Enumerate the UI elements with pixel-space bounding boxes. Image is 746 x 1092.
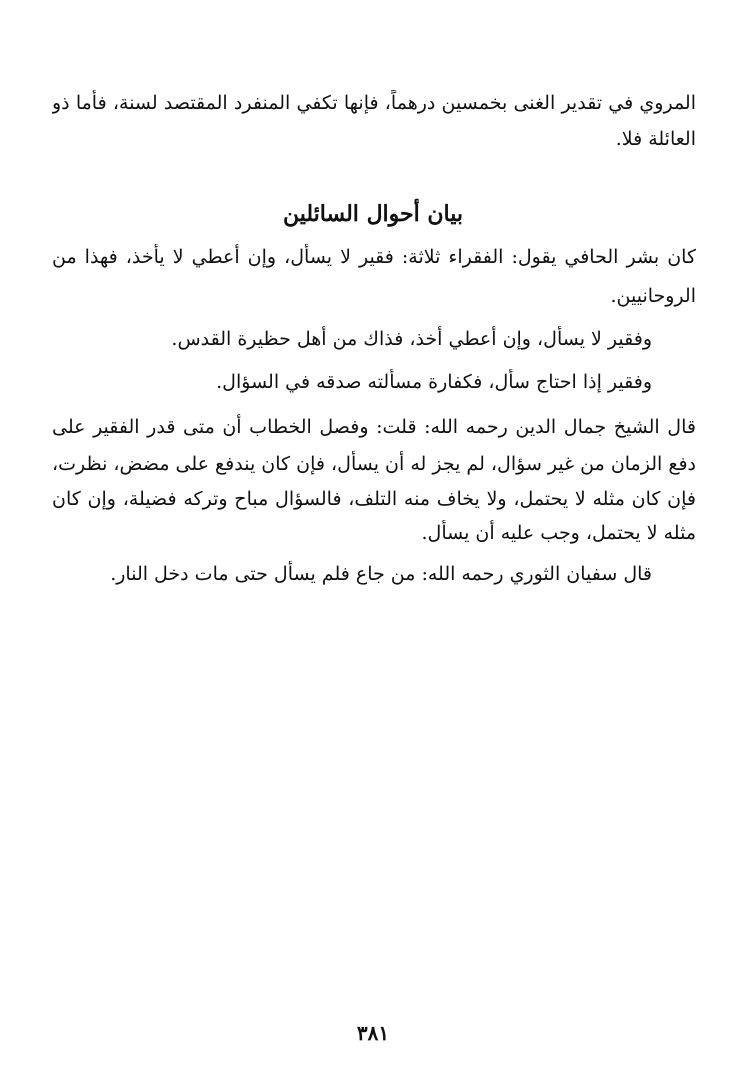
paragraph-4-line-2: دفع الزمان من غير سؤال، لم يجز له أن يسأل، فإن كان يندفع على مضض، نظرت،	[52, 453, 696, 475]
paragraph-1-line-2: الروحانيين.	[610, 285, 696, 307]
section-heading: بيان أحوال السائلين	[282, 201, 464, 227]
paragraph-1-line-1: كان بشر الحافي يقول: الفقراء ثلاثة: فقير لا يسأل، وإن أعطي لا يأخذ، فهذا من	[52, 246, 696, 268]
paragraph-4-line-1: قال الشيخ جمال الدين رحمه الله: قلت: وفصل الخطاب أن متى قدر الفقير على	[52, 416, 696, 438]
page-number: ٣٨١	[356, 1021, 390, 1045]
paragraph-4-line-4: مثله لا يحتمل، وجب عليه أن يسأل.	[421, 522, 696, 544]
intro-line-2: العائلة فلا.	[615, 128, 696, 150]
paragraph-2: وفقير لا يسأل، وإن أعطي أخذ، فذاك من أهل حظيرة القدس.	[171, 328, 652, 350]
paragraph-3: وفقير إذا احتاج سأل، فكفارة مسألته صدقه في السؤال.	[216, 371, 652, 393]
paragraph-5: قال سفيان الثوري رحمه الله: من جاع فلم يسأل حتى مات دخل النار.	[110, 563, 652, 585]
paragraph-4-line-3: فإن كان مثله لا يحتمل، ولا يخاف منه التلف، فالسؤال مباح وتركه فضيلة، وإن كان	[52, 488, 696, 510]
intro-line-1: المروي في تقدير الغنى بخمسين درهماً، فإنها تكفي المنفرد المقتصد لسنة، فأما ذو	[52, 92, 696, 114]
